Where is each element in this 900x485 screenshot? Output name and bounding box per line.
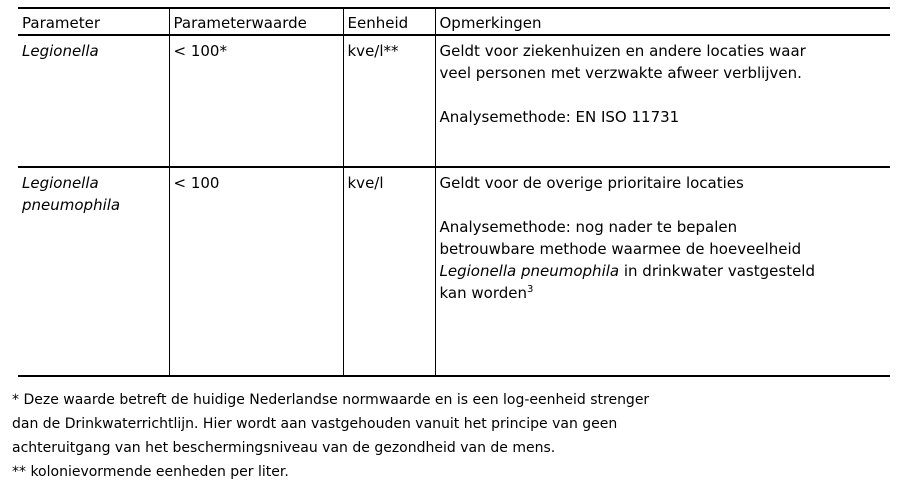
footnote-line: achteruitgang van het beschermingsniveau van de gezondheid van de mens. bbox=[12, 440, 556, 456]
remark-line: Geldt voor de overige prioritaire locaties bbox=[439, 174, 744, 192]
cell-unit: kve/l bbox=[343, 167, 435, 376]
header-parameterwaarde: Parameterwaarde bbox=[169, 8, 343, 35]
remark-line: kan worden bbox=[439, 284, 527, 302]
remark-paragraph bbox=[440, 172, 887, 194]
cell-remark bbox=[435, 35, 890, 167]
remark-paragraph bbox=[440, 40, 887, 84]
table-header-row bbox=[18, 8, 890, 35]
parameter-name: Legionella bbox=[22, 42, 99, 60]
footnote-ref: 3 bbox=[527, 284, 534, 295]
table-row bbox=[18, 167, 890, 376]
footnote-line: * Deze waarde betreft de huidige Nederlandse normwaarde en is een log-eenheid strenger bbox=[12, 392, 650, 408]
remark-italic-term: Legionella pneumophila bbox=[439, 262, 620, 280]
remark-line: Geldt voor ziekenhuizen en andere locaties waar bbox=[439, 42, 806, 60]
cell-parameter bbox=[18, 167, 169, 376]
cell-remark bbox=[435, 167, 890, 376]
footnotes bbox=[12, 388, 892, 484]
remark-line: veel personen met verzwakte afweer verblijven. bbox=[439, 64, 802, 82]
header-eenheid: Eenheid bbox=[343, 8, 435, 35]
footnote-line: dan de Drinkwaterrichtlijn. Hier wordt aan vastgehouden vanuit het principe van geen bbox=[12, 416, 618, 432]
header-parameter: Parameter bbox=[18, 8, 169, 35]
cell-parameter bbox=[18, 35, 169, 167]
parameter-name: Legionella bbox=[22, 174, 99, 192]
remark-line: Analysemethode: EN ISO 11731 bbox=[439, 108, 680, 126]
remark-analysis-method bbox=[440, 216, 887, 304]
cell-unit: kve/l** bbox=[343, 35, 435, 167]
cell-value: < 100* bbox=[169, 35, 343, 167]
cell-value: < 100 bbox=[169, 167, 343, 376]
footnote-line: ** kolonievormende eenheden per liter. bbox=[12, 464, 289, 480]
parameter-table bbox=[18, 7, 890, 377]
remark-line: in drinkwater vastgesteld bbox=[619, 262, 815, 280]
remark-line: betrouwbare methode waarmee de hoeveelheid bbox=[439, 240, 802, 258]
table-row bbox=[18, 35, 890, 167]
remark-analysis-method bbox=[440, 106, 887, 128]
header-opmerkingen: Opmerkingen bbox=[435, 8, 890, 35]
parameter-name-line2: pneumophila bbox=[22, 196, 121, 214]
remark-line: Analysemethode: nog nader te bepalen bbox=[439, 218, 738, 236]
